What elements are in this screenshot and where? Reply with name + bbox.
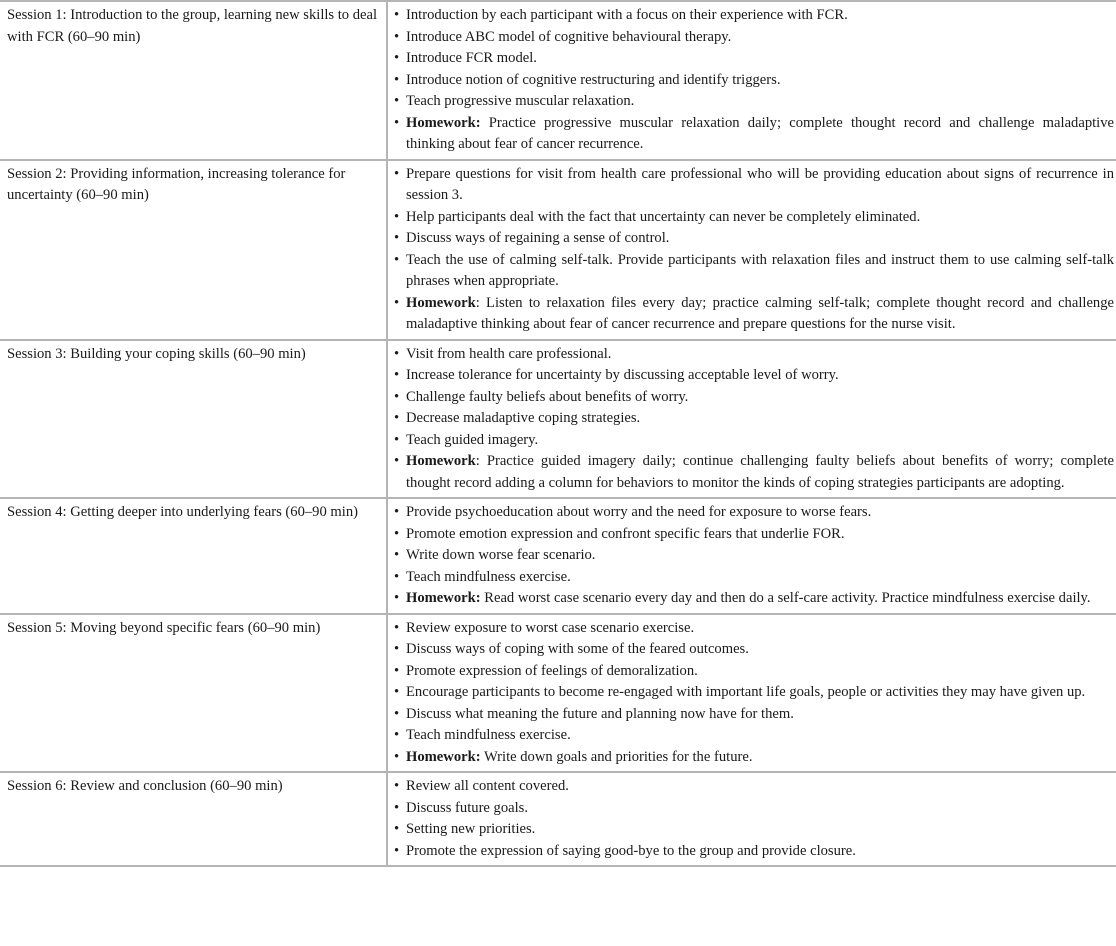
activity-item: • Discuss ways of regaining a sense of control. xyxy=(393,228,1114,250)
activity-item: • Teach the use of calming self-talk. Provide participants with relaxation files and instruct them to use calming self-talk phrases when appropriate. xyxy=(393,250,1114,293)
homework-item xyxy=(393,747,1114,769)
activity-item: • Discuss ways of coping with some of the feared outcomes. xyxy=(393,639,1114,661)
activity-item: • Introduce notion of cognitive restructuring and identify triggers. xyxy=(393,70,1114,92)
session-activities xyxy=(387,160,1116,340)
session-activities xyxy=(387,498,1116,614)
homework-label: Homework: xyxy=(406,590,481,606)
activity-item: • Write down worse fear scenario. xyxy=(393,545,1114,567)
activity-item: • Introduction by each participant with a focus on their experience with FCR. xyxy=(393,5,1114,27)
homework-text: Write down goals and priorities for the future. xyxy=(480,748,753,765)
activity-item: • Provide psychoeducation about worry and the need for exposure to worse fears. xyxy=(393,502,1114,524)
activity-item: • Discuss future goals. xyxy=(393,798,1114,820)
homework-text: : Practice guided imagery daily; continue challenging faulty beliefs about benefits of worry; complete thought record adding a column for behaviors to monitor the kinds of coping strategies participants are adopting. xyxy=(406,453,1114,491)
activity-list xyxy=(393,5,1114,156)
activity-item: • Help participants deal with the fact that uncertainty can never be completely eliminated. xyxy=(393,207,1114,229)
activity-item: • Setting new priorities. xyxy=(393,819,1114,841)
homework-item xyxy=(393,588,1114,610)
activity-list xyxy=(393,344,1114,495)
activity-item: • Increase tolerance for uncertainty by discussing acceptable level of worry. xyxy=(393,365,1114,387)
activity-item: • Teach guided imagery. xyxy=(393,430,1114,452)
session-activities xyxy=(387,772,1116,866)
homework-item xyxy=(393,451,1114,494)
homework-item xyxy=(393,113,1114,156)
homework-text: Practice progressive muscular relaxation daily; complete thought record and challenge maladaptive thinking about fear of cancer recurrence. xyxy=(406,114,1114,152)
activity-item: • Teach progressive muscular relaxation. xyxy=(393,91,1114,113)
session-activities xyxy=(387,1,1116,160)
activity-item: • Introduce ABC model of cognitive behavioural therapy. xyxy=(393,27,1114,49)
session-row xyxy=(0,498,1116,614)
session-title: Session 5: Moving beyond specific fears (60–90 min) xyxy=(0,614,387,773)
session-row xyxy=(0,614,1116,773)
activity-list xyxy=(393,164,1114,336)
activity-item: • Review exposure to worst case scenario exercise. xyxy=(393,618,1114,640)
activity-item: • Discuss what meaning the future and planning now have for them. xyxy=(393,704,1114,726)
activity-item: • Visit from health care professional. xyxy=(393,344,1114,366)
activity-item: • Teach mindfulness exercise. xyxy=(393,567,1114,589)
homework-label: Homework: xyxy=(406,748,481,765)
homework-label: Homework xyxy=(406,453,476,469)
activity-item: • Teach mindfulness exercise. xyxy=(393,725,1114,747)
activity-item: • Encourage participants to become re-engaged with important life goals, people or activities they may have given up. xyxy=(393,682,1114,704)
homework-text: Read worst case scenario every day and then do a self-care activity. Practice mindfulness exercise daily. xyxy=(480,590,1091,606)
session-activities xyxy=(387,614,1116,773)
activity-item: • Introduce FCR model. xyxy=(393,48,1114,70)
sessions-table-body xyxy=(0,1,1116,866)
session-activities xyxy=(387,340,1116,499)
activity-list xyxy=(393,776,1114,862)
session-title: Session 4: Getting deeper into underlying fears (60–90 min) xyxy=(0,498,387,614)
activity-item: • Promote the expression of saying good-bye to the group and provide closure. xyxy=(393,841,1114,863)
activity-item: • Review all content covered. xyxy=(393,776,1114,798)
homework-label: Homework: xyxy=(406,114,481,131)
activity-item: • Decrease maladaptive coping strategies. xyxy=(393,408,1114,430)
homework-label: Homework xyxy=(406,294,476,311)
activity-item: • Promote expression of feelings of demoralization. xyxy=(393,661,1114,683)
session-title: Session 6: Review and conclusion (60–90 min) xyxy=(0,772,387,866)
activity-item: • Prepare questions for visit from health care professional who will be providing education about signs of recurrence in session 3. xyxy=(393,164,1114,207)
session-row xyxy=(0,340,1116,499)
activity-item: • Promote emotion expression and confront specific fears that underlie FOR. xyxy=(393,524,1114,546)
session-row xyxy=(0,1,1116,160)
session-title: Session 1: Introduction to the group, learning new skills to deal with FCR (60–90 min) xyxy=(0,1,387,160)
activity-item: • Challenge faulty beliefs about benefits of worry. xyxy=(393,387,1114,409)
session-row xyxy=(0,772,1116,866)
activity-list xyxy=(393,502,1114,610)
session-row xyxy=(0,160,1116,340)
activity-list xyxy=(393,618,1114,769)
session-title: Session 3: Building your coping skills (60–90 min) xyxy=(0,340,387,499)
homework-item xyxy=(393,293,1114,336)
session-title: Session 2: Providing information, increasing tolerance for uncertainty (60–90 min) xyxy=(0,160,387,340)
homework-text: : Listen to relaxation files every day; practice calming self-talk; complete thought record and challenge maladaptive thinking about fear of cancer recurrence and prepare questions for the nurse visit. xyxy=(406,294,1114,332)
